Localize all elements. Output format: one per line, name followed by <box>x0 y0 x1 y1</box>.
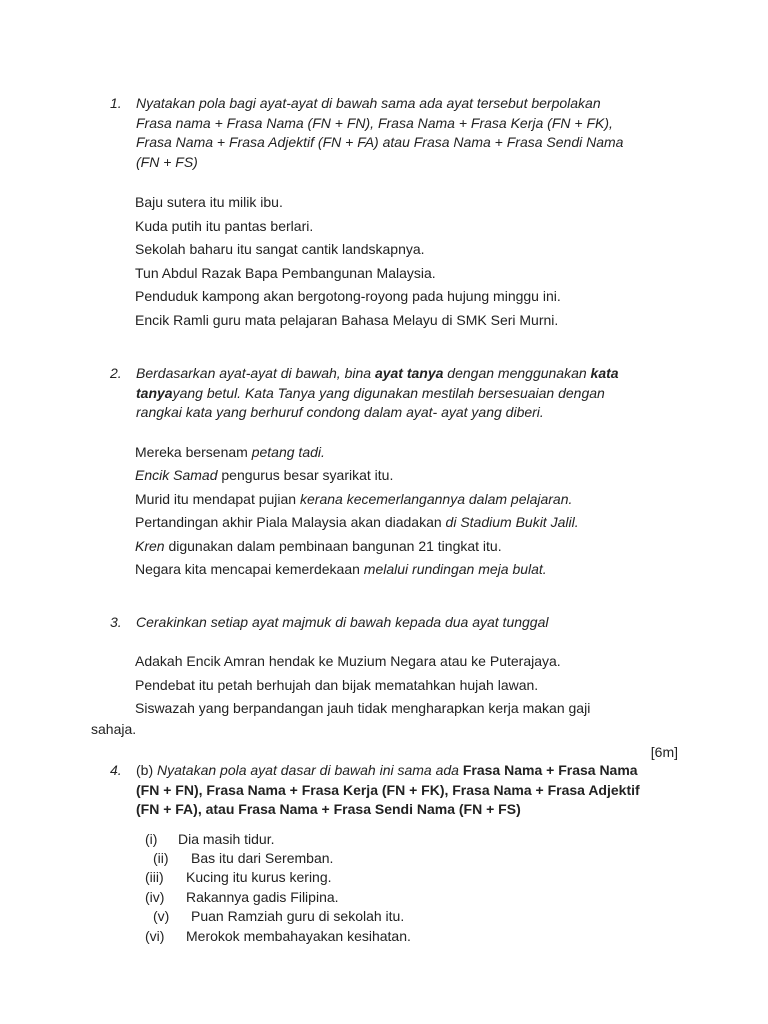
list-item <box>145 927 411 946</box>
item-text: Encik Ramli guru mata pelajaran Bahasa Melayu di SMK Seri Murni. <box>135 312 559 328</box>
instruction-line: rangkai kata yang berhuruf condong dalam ayat- ayat yang diberi. <box>136 404 544 420</box>
item-plain: pengurus besar syarikat itu. <box>217 467 394 483</box>
item-text: Rakannya gadis Filipina. <box>186 889 339 905</box>
roman-numeral: (i) <box>145 831 158 847</box>
roman-numeral: (iii) <box>145 869 164 885</box>
marks-label: [6m] <box>650 744 678 760</box>
item-text: Pendebat itu petah berhujah dan bijak mematahkan hujah lawan. <box>135 677 539 693</box>
instruction-bold: (FN + FN), Frasa Nama + Frasa Kerja (FN + FK), Frasa Nama + Frasa Adjektif <box>136 781 640 798</box>
instruction-line: Frasa Nama + Frasa Adjektif (FN + FA) atau Frasa Nama + Frasa Sendi Nama <box>136 134 624 150</box>
roman-numeral: (iv) <box>145 889 165 905</box>
item-italic: Encik Samad <box>135 467 218 483</box>
item-text <box>135 512 579 532</box>
item-text: Tun Abdul Razak Bapa Pembangunan Malaysia. <box>135 265 436 281</box>
instruction-line: Cerakinkan setiap ayat majmuk di bawah kepada dua ayat tunggal <box>136 614 549 630</box>
part-label: (b) <box>136 762 157 778</box>
emphasis-kata: kata <box>590 365 619 381</box>
item-text <box>135 442 325 462</box>
instruction-bold: (FN + FA), atau Frasa Nama + Frasa Sendi Nama (FN + FS) <box>136 801 521 817</box>
instruction-text: Berdasarkan ayat-ayat di bawah, bina <box>136 365 375 381</box>
item-text: Merokok membahayakan kesihatan. <box>186 928 411 944</box>
item-plain: Murid itu mendapat pujian <box>135 491 300 507</box>
item-text: Puan Ramziah guru di sekolah itu. <box>191 908 405 924</box>
instruction-line: (FN + FS) <box>136 153 198 170</box>
item-text: Adakah Encik Amran hendak ke Muzium Negara atau ke Puterajaya. <box>135 653 561 669</box>
item-plain: Negara kita mencapai kemerdekaan <box>135 561 364 577</box>
instruction-line <box>136 364 690 384</box>
emphasis-tanya: tanya <box>136 384 173 401</box>
question-4 <box>110 761 710 820</box>
instruction-text: yang betul. Kata Tanya yang digunakan mestilah bersesuaian dengan <box>172 384 605 401</box>
item-plain: Mereka bersenam <box>135 444 252 460</box>
instruction-text: Nyatakan pola ayat dasar di bawah ini sama ada <box>157 762 463 778</box>
item-plain: digunakan dalam pembinaan bangunan 21 tingkat itu. <box>164 538 502 554</box>
item-text-wrap: sahaja. <box>91 721 137 737</box>
item-text: Kucing itu kurus kering. <box>186 869 332 885</box>
question-2-instruction <box>136 364 690 423</box>
item-italic: melalui rundingan meja bulat. <box>363 561 547 577</box>
item-text: Baju sutera itu milik ibu. <box>135 194 283 210</box>
item-text: Kuda putih itu pantas berlari. <box>135 218 314 234</box>
instruction-line <box>136 800 710 820</box>
instruction-text: dengan menggunakan <box>443 365 591 381</box>
item-text <box>135 465 393 485</box>
list-item <box>153 849 334 868</box>
question-1 <box>110 94 690 172</box>
list-item <box>145 830 275 849</box>
question-number: 1. <box>110 95 122 111</box>
question-3-instruction <box>136 613 690 633</box>
roman-numeral: (v) <box>153 908 170 924</box>
item-italic: petang tadi. <box>251 444 325 460</box>
item-italic: kerana kecemerlangannya dalam pelajaran. <box>300 491 573 507</box>
list-item <box>145 888 339 907</box>
item-text <box>135 536 502 556</box>
question-number: 4. <box>110 762 122 778</box>
question-number: 2. <box>110 365 122 381</box>
instruction-line: Frasa nama + Frasa Nama (FN + FN), Frasa Nama + Frasa Kerja (FN + FK), <box>136 114 613 131</box>
item-text: Dia masih tidur. <box>178 831 275 847</box>
item-text <box>135 559 547 579</box>
item-text: Sekolah baharu itu sangat cantik landskapnya. <box>135 241 425 257</box>
question-1-instruction <box>136 94 690 172</box>
question-2 <box>110 364 690 423</box>
instruction-line <box>136 761 710 781</box>
item-plain: Pertandingan akhir Piala Malaysia akan diadakan <box>135 514 446 530</box>
item-text: Siswazah yang berpandangan jauh tidak mengharapkan kerja makan gaji <box>135 700 591 716</box>
list-item <box>145 868 332 887</box>
roman-numeral: (ii) <box>153 850 169 866</box>
instruction-bold: Frasa Nama + Frasa Nama <box>462 762 638 778</box>
question-number: 3. <box>110 614 122 630</box>
question-4-instruction <box>136 761 710 820</box>
emphasis-ayat-tanya: ayat tanya <box>374 365 444 381</box>
item-italic: di Stadium Bukit Jalil. <box>445 514 579 530</box>
instruction-line: Nyatakan pola bagi ayat-ayat di bawah sama ada ayat tersebut berpolakan <box>136 95 601 111</box>
item-text <box>135 489 572 509</box>
roman-numeral: (vi) <box>145 928 165 944</box>
item-italic: Kren <box>135 538 165 554</box>
instruction-line <box>136 781 710 801</box>
question-3 <box>110 613 690 633</box>
list-item <box>153 907 405 926</box>
item-text: Bas itu dari Seremban. <box>191 850 334 866</box>
instruction-line <box>136 384 690 404</box>
item-text: Penduduk kampong akan bergotong-royong pada hujung minggu ini. <box>135 288 561 304</box>
